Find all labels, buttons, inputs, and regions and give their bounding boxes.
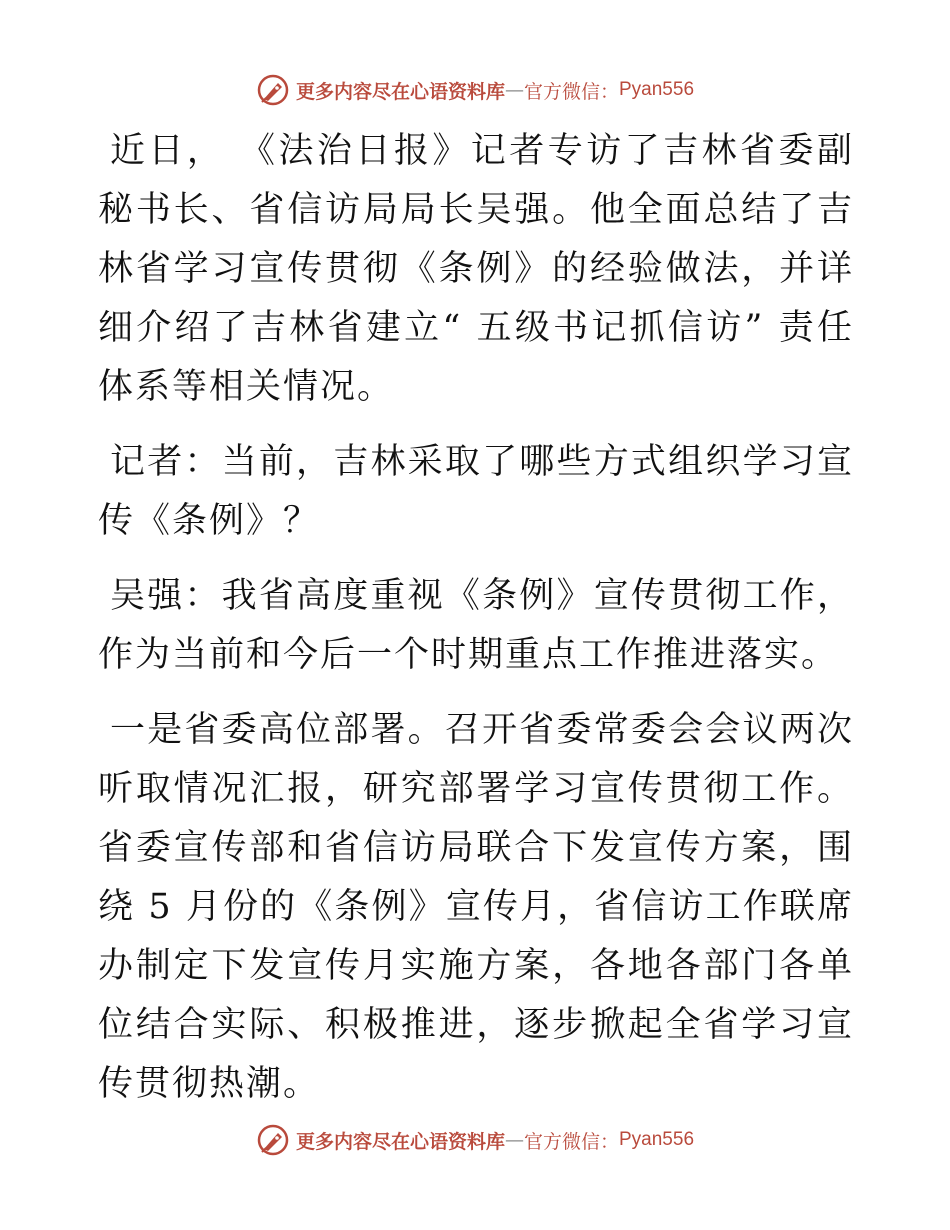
watermark-title: 更多内容尽在心语资料库 (295, 80, 505, 103)
watermark-dash: — (504, 1129, 524, 1151)
paragraph-question: 记者：当前，吉林采取了哪些方式组织学习宣传《条例》？ (98, 442, 854, 541)
watermark-wechat-id: Pyan556 (619, 1129, 695, 1150)
watermark-dash: — (504, 79, 524, 101)
watermark-title: 更多内容尽在心语资料库 (295, 1130, 505, 1153)
paragraph-intro: 近日， 《法治日报》记者专访了吉林省委副秘书长、省信访局局长吴强。他全面总结了吉林省学习宣传贯彻《条例》的经验做法，并详细介绍了吉林省建立“ 五级书记抓信访” 责任体系等相关情况。 (98, 131, 854, 407)
paragraph-point-one: 一是省委高位部署。召开省委常委会会议两次听取情况汇报，研究部署学习宣传贯彻工作。省委宣传部和省信访局联合下发宣传方案，围绕 5 月份的《条例》宣传月，省信访工作联席办制定下发宣传月实施方案，各地各部门各单位结合实际、积极推进，逐步掀起全省学习宣传贯彻热潮。 (98, 710, 854, 1104)
paragraph-answer: 吴强：我省高度重视《条例》宣传贯彻工作，作为当前和今后一个时期重点工作推进落实。 (98, 576, 854, 675)
header-watermark (0, 70, 950, 110)
watermark-wechat-id: Pyan556 (619, 79, 695, 100)
pen-nib-logo-icon (256, 73, 290, 107)
watermark-wechat-label: 官方微信： (523, 80, 619, 103)
watermark-wechat-label: 官方微信： (523, 1130, 619, 1153)
article-body (98, 122, 854, 1130)
footer-watermark (0, 1120, 950, 1160)
pen-nib-logo-icon (256, 1123, 290, 1157)
